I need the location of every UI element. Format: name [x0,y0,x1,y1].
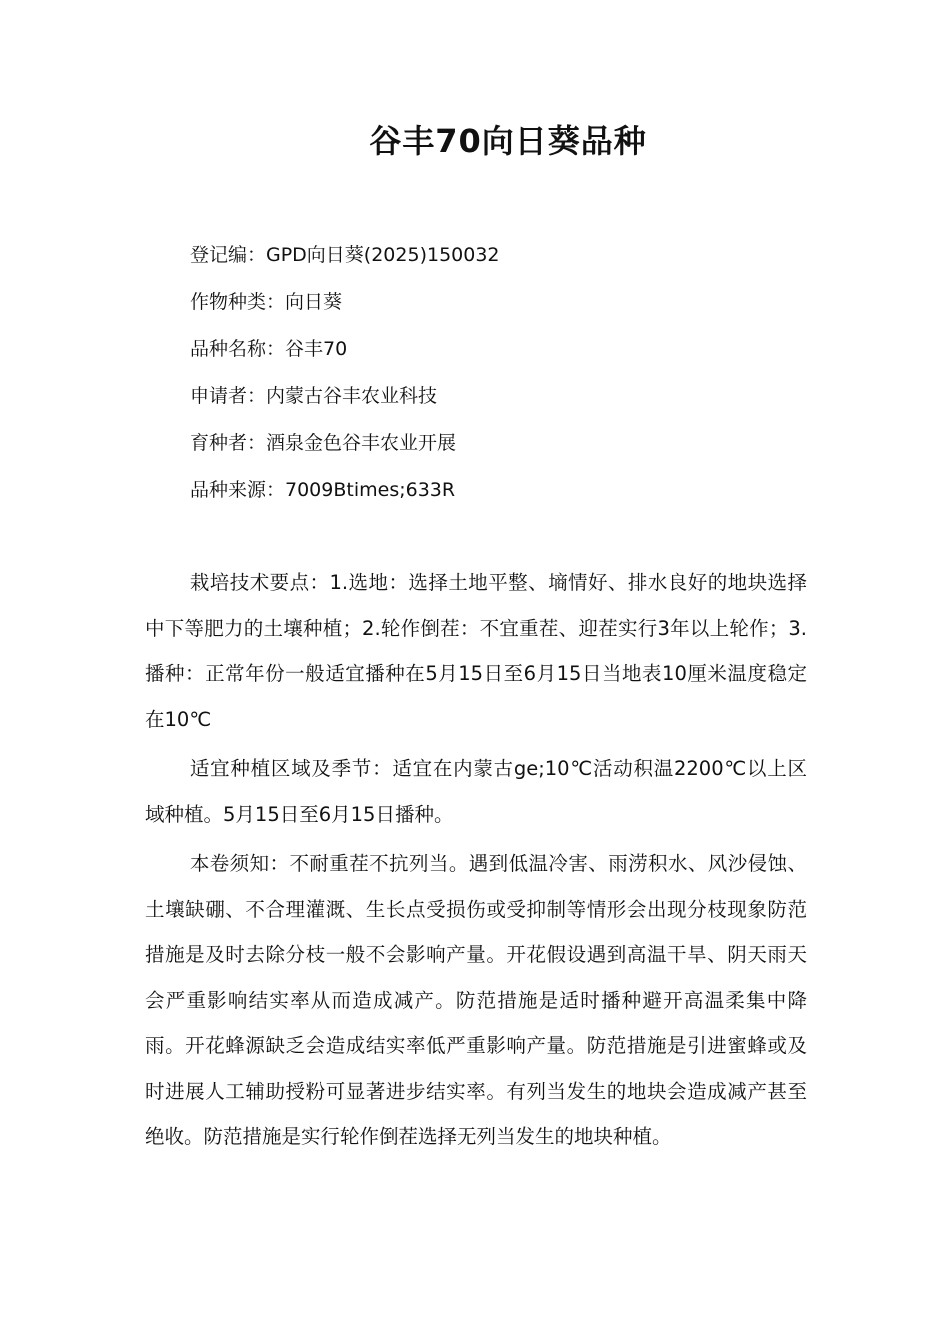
crop-type: 作物种类：向日葵 [190,291,343,313]
registration-number: 登记编：GPD向日葵(2025)150032 [190,244,500,266]
variety-name: 品种名称：谷丰70 [190,338,348,360]
applicant: 申请者：内蒙古谷丰农业科技 [190,385,438,407]
document-body [145,560,807,1164]
cultivation-techniques-paragraph: 栽培技术要点：1.选地：选择土地平整、墒情好、排水良好的地块选择中下等肥力的土壤种植；2.轮作倒茬：不宜重茬、迎茬实行3年以上轮作；3.播种：正常年份一般适宜播种在5月15日至6月15日当地表10厘米温度稳定在10℃ [145,571,807,731]
breeder: 育种者：酒泉金色谷丰农业开展 [190,432,457,454]
registration-info [190,233,830,515]
variety-source: 品种来源：7009Btimes;633R [190,479,456,501]
suitable-region-paragraph: 适宜种植区域及季节：适宜在内蒙古ge;10℃活动积温2200℃以上区域种植。5月15日至6月15日播种。 [145,757,807,826]
document-title: 谷丰70向日葵品种 [369,122,647,160]
notes-paragraph: 本卷须知：不耐重茬不抗列当。遇到低温冷害、雨涝积水、风沙侵蚀、土壤缺硼、不合理灌溉、生长点受损伤或受抑制等情形会出现分枝现象防范措施是及时去除分枝一般不会影响产量。开花假设遇到高温干旱、阴天雨天会严重影响结实率从而造成减产。防范措施是适时播种避开高温柔集中降雨。开花蜂源缺乏会造成结实率低严重影响产量。防范措施是引进蜜蜂或及时进展人工辅助授粉可显著进步结实率。有列当发生的地块会造成减产甚至绝收。防范措施是实行轮作倒茬选择无列当发生的地块种植。 [145,852,807,1148]
